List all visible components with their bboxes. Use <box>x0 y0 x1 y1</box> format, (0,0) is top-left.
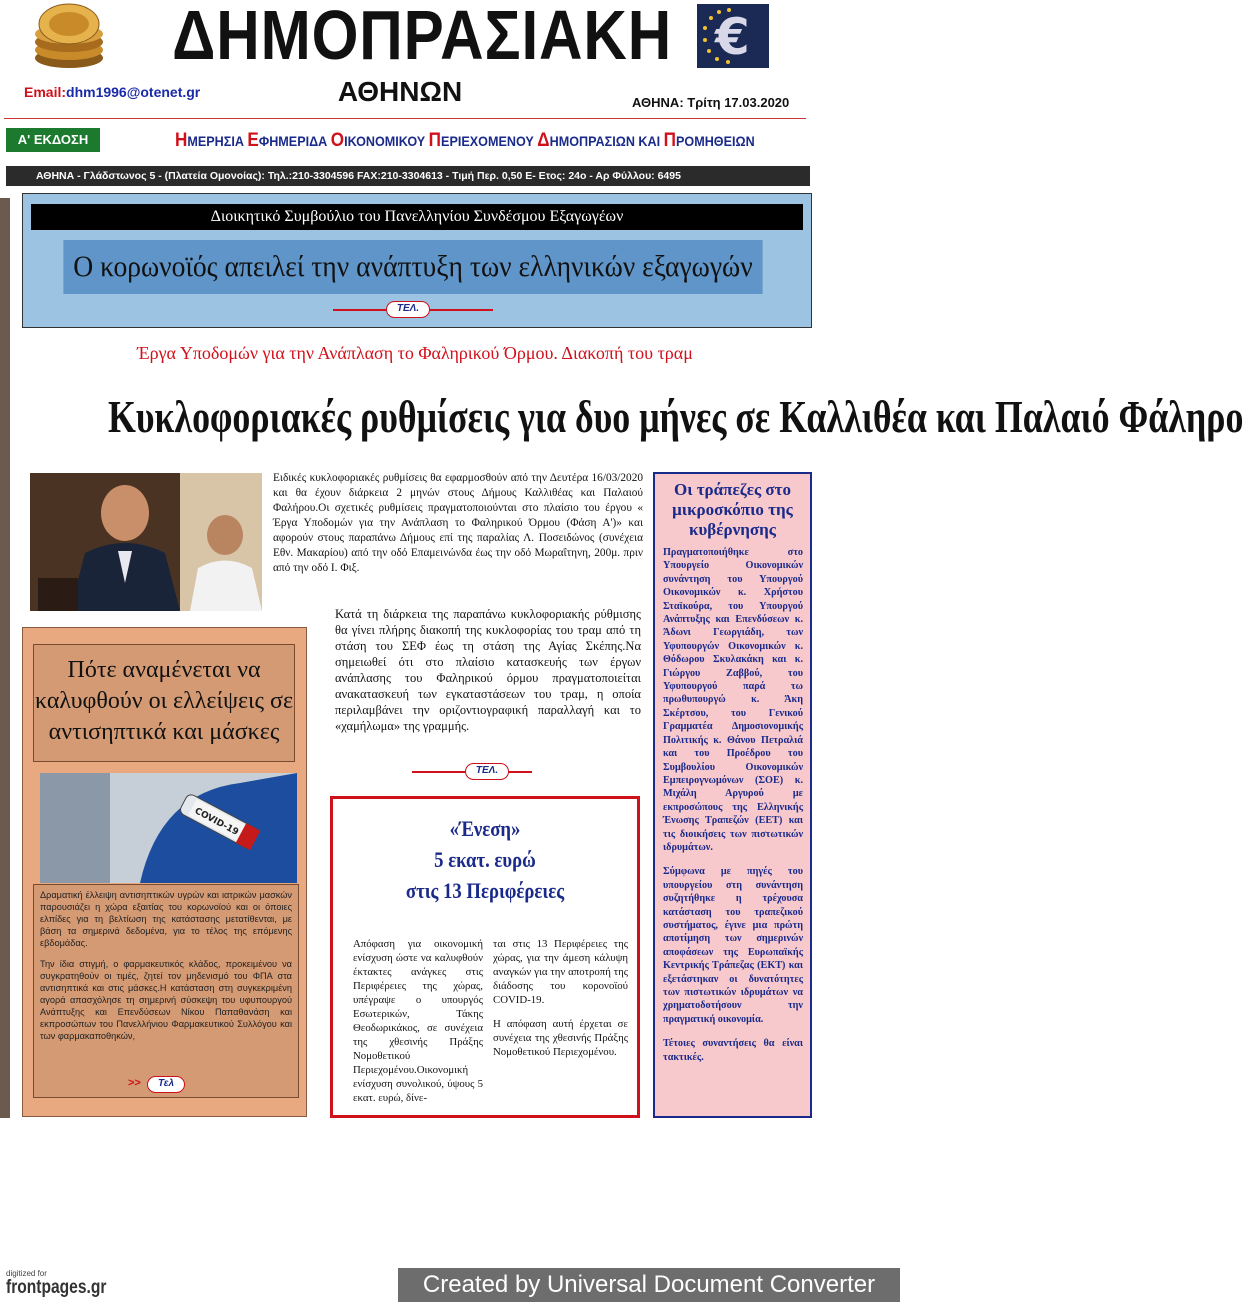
euro-symbol-logo <box>697 4 769 68</box>
sanitizer-story-box[interactable] <box>22 627 307 1117</box>
banks-paragraph-2: Σύμφωνα με πηγές του υπουργείου στη συνάντηση συζητήθηκε η τρέχουσα κατάσταση του τραπεζικού συστήματος, έγινε μια πρώτη αποτίμηση των σημερινών αποφάσεων της Ευρωπαϊκής Κεντρικής Τράπεζας (ΕΚΤ) και εξετάστηκαν οι δυνατότητες των πιστωτικών ιδρυμάτων να χρηματοδοτήσουν την πραγματική οικονομία. <box>663 866 803 1025</box>
masthead-subtitle: ΑΘΗΝΩΝ <box>337 76 463 107</box>
masthead-divider <box>4 118 806 119</box>
tagline-initial: Δ <box>537 130 550 151</box>
tagline-word: ΙΚΟΝΟΜΙΚΟΥ <box>344 133 429 149</box>
tel-end-marker: ΤΕΛ. <box>465 763 509 780</box>
funding-story-box[interactable] <box>330 796 640 1118</box>
issue-date: ΑΘΗΝΑ: Τρίτη 17.03.2020 <box>632 95 790 110</box>
converter-watermark: Created by Universal Document Converter <box>398 1268 900 1302</box>
tagline-initial: Η <box>175 130 188 151</box>
banks-paragraph-3: Τέτοιες συναντήσεις θα είναι τακτικές. <box>663 1038 803 1063</box>
sanitizer-paragraph-1: Δραματική έλλειψη αντισηπτικών υγρών και ιατρικών μασκών παρουσιάζει η χώρα εξαιτίας του κορωνοϊού και οι όποιες ελπίδες για τη βελτίωση της κατάστασης μετατίθενται, με βάση τα σημερινά δεδομένα, για το τέλος της επόμενης εβδομάδας. <box>40 890 292 948</box>
main-story-headline[interactable]: Κυκλοφοριακές ρυθμίσεις για δυο μήνες σε Καλλιθέα και Παλαιό Φάληρο <box>108 391 1243 442</box>
top-story-header: Διοικητικό Συμβούλιο του Πανελληνίου Συνδέσμου Εξαγωγέων <box>31 204 803 230</box>
news-photo <box>30 473 262 611</box>
funding-col2-paragraph-2: Η απόφαση αυτή έρχεται σε συνέχεια της χθεσινής Πράξης Νομοθετικού Περιεχομένου. <box>493 1018 628 1058</box>
covid-vaccine-image <box>40 773 297 883</box>
newspaper-tagline <box>175 130 755 152</box>
tagline-word: ΕΡΙΕΧΟΜΕΝΟΥ <box>441 133 538 149</box>
page-edge-strip <box>0 198 10 1118</box>
email-contact[interactable] <box>24 84 200 100</box>
tagline-word: ΡΟΜΗΘΕΙΩΝ <box>675 133 755 149</box>
funding-title-line-2: 5 εκατ. ευρώ <box>434 847 536 872</box>
tagline-word: ΜΕΡΗΣΙΑ <box>187 133 248 149</box>
svg-text:€: € <box>715 8 750 66</box>
funding-col2-paragraph-1: ται στις 13 Περιφέρειες της χώρας, για την άμεση κάλυψη αναγκών για την αποτροπή της διάδοσης του κορονοϊού COVID-19. <box>493 938 628 1006</box>
tagline-word: ΦΗΜΕΡΙΔΑ <box>258 133 331 149</box>
funding-title-line-3: στις 13 Περιφέρειες <box>405 878 565 903</box>
tel-end-marker: Τελ <box>147 1076 185 1093</box>
edition-badge: Α' ΕΚΔΟΣΗ <box>6 128 100 152</box>
email-label: Email: <box>24 84 67 100</box>
contact-info-bar: ΑΘΗΝΑ - Γλάδστωνος 5 - (Πλατεία Ομονοίας): Τηλ.:210-3304596 FAX:210-3304613 - Τιμή Περ. 0,50 Ε- Ετος: 24ο - Αρ Φύλλου: 6495 <box>6 166 810 186</box>
digitized-label: digitized for <box>6 1269 47 1278</box>
funding-title-line-1: «Ένεση» <box>449 816 521 841</box>
continue-arrow: >> <box>128 1077 141 1089</box>
tagline-initial: Π <box>428 130 442 151</box>
masthead-title: ΔΗΜΟΠΡΑΣΙΑΚΗ <box>172 0 673 74</box>
funding-story-title[interactable] <box>356 813 614 906</box>
tel-end-marker: ΤΕΛ. <box>386 301 430 318</box>
tagline-initial: Ο <box>330 130 345 151</box>
vial-label: COVID-19 <box>192 806 240 838</box>
frontpages-logo[interactable]: frontpages.gr <box>6 1277 107 1298</box>
sanitizer-story-text <box>33 884 299 1098</box>
top-story-box[interactable] <box>22 193 812 328</box>
banks-paragraph-1: Πραγματοποιήθηκε στο Υπουργείο Οικονομικών συνάντηση του Υπουργού Οικονομικών κ. Χρήστου Σταϊκούρα, του Υπουργού Ανάπτυξης και Επενδύσεων κ. Άδωνι Γεωργιάδη, των Υφυπουργών Οικονομικών κ. Θόδωρου Σκυλακάκη και κ. Γιώργου Ζαββού, του Υφυπουργού παρά τω πρωθυπουργώ κ. Άκη Σκέρτσου, του Γενικού Γραμματέα Δημοσιονομικής Πολιτικής κ. Θάνου Πετραλιά και του Προέδρου του Συμβουλίου Οικονομικών Εμπειρογνωμόνων (ΣΟΕ) κ. Μιχάλη Αργυρού με εκπροσώπους της Ελληνικής Ένωσης Τραπεζών (ΕΕΤ) και τις διοικήσεις των πιστωτικών ιδρυμάτων. <box>663 547 803 853</box>
main-story-body: Κατά τη διάρκεια της παραπάνω κυκλοφοριακής ρύθμισης θα γίνει πλήρης διακοπή της κυκλοφορίας του τραμ από τη στάση του ΣΕΦ έως τη στάση της Αγίας Σκέπης.Να σημειωθεί ότι στο πλαίσιο κατασκευής των έργων ανάπλασης του Φαληρικού όρμου πραγματοποιείται ανακατασκευή των εγκαταστάσεων του τραμ, η οποία περιλαμβάνει την οριζοντιογραφική παραλλαγή και το «χαμήλωμα» της γραμμής. <box>335 607 641 733</box>
banks-story-box[interactable] <box>653 472 812 1118</box>
funding-column-1: Απόφαση για οικονομική ενίσχυση ώστε να καλυφθούν έκτακτες ανάγκες στις Περιφέρειες της χώρας, υπέγραψε ο υπουργός Εσωτερικών, Τάκης Θεοδωρικάκος, σε συνέχεια της χθεσινής Πράξης Νομοθετικού Περιεχομένου.Οικονομική ενίσχυση συνολικού, ύψους 5 εκατ. ευρώ, δίνε- <box>353 938 483 1104</box>
tagline-initial: Ε <box>247 130 259 151</box>
sanitizer-story-title[interactable]: Πότε αναμένεται να καλυφθούν οι ελλείψεις σε αντισηπτικά και μάσκες <box>33 644 295 762</box>
email-address[interactable]: dhm1996@otenet.gr <box>66 84 201 100</box>
banks-story-title[interactable]: Οι τράπεζες στο μικροσκόπιο της κυβέρνησης <box>672 480 793 539</box>
tagline-initial: Π <box>663 130 676 151</box>
sanitizer-paragraph-2: Την ίδια στιγμή, ο φαρμακευτικός κλάδος, προκειμένου να συγκρατηθούν οι τιμές, ζητεί τον μηδενισμό του ΦΠΑ στα αντισηπτικά και στις μάσκες.Η κατάσταση στη συγκεκριμένη αγορά απασχόλησε τη σημερινή σύσκεψη του υφυπουργού Ανάπτυξης και Επενδύσεων Νίκου Παπαθανάση και εκπροσώπων του Πανελλήνιου Φαρμακευτικού Συλλόγου και των φαρμακαποθηκών, <box>40 959 292 1041</box>
banks-story-text <box>663 546 803 1075</box>
tagline-word: ΗΜΟΠΡΑΣΙΩΝ ΚΑΙ <box>549 133 664 149</box>
main-story-kicker: Έργα Υποδομών για την Ανάπλαση το Φαληρικού Όρμου. Διακοπή του τραμ <box>137 343 693 363</box>
main-story-intro: Ειδικές κυκλοφοριακές ρυθμίσεις θα εφαρμοσθούν από την Δευτέρα 16/03/2020 και θα έχουν διάρκεια 2 μηνών στους Δήμους Καλλιθέας και Παλαιού Φαλήρου.Οι σχετικές ρυθμίσεις πραγματοποιούνται στο πλαίσιο του έργου « Έργα Υποδομών για την Ανάπλαση το Φαληρικού Όρμου (Φάση Α')» και αφορούν στους παραπάνω Δήμους επί της παραλίας Λ. Ποσειδώνος (συνέχεια Εθν. Μακαρίου) από την οδό Επαμεινώνδα έως την οδό Μωραΐτηνη, 200μ. πριν από την οδό Ι. Φιξ. <box>273 472 643 574</box>
funding-column-2 <box>493 937 628 1069</box>
gold-coins-logo <box>30 0 108 72</box>
top-story-title[interactable]: Ο κορωνοϊός απειλεί την ανάπτυξη των ελληνικών εξαγωγών <box>63 240 762 294</box>
